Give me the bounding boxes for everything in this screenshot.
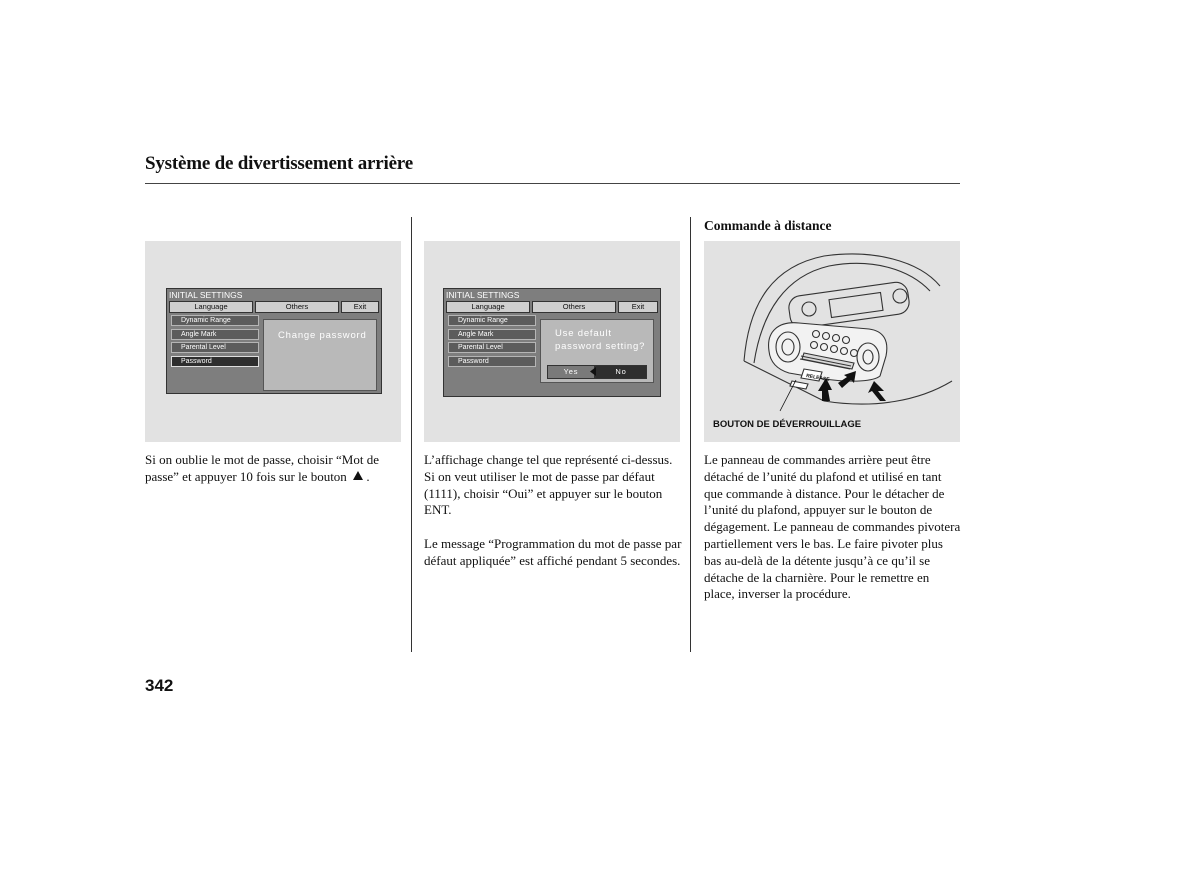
release-button-callout: BOUTON DE DÉVERROUILLAGE [713, 419, 862, 430]
column-divider-2 [690, 217, 691, 652]
column-1-text [145, 452, 403, 502]
title-rule [145, 183, 960, 184]
col3-paragraph-1: Le panneau de commandes arrière peut être détaché de l’unité du plafond et utilisé en tant que commande à distance. Pour le détacher de l’unité du plafond, appuyer sur le bouton de dégagement. Le panneau de commandes pivotera partiellement vers le bas. Le faire pivoter plus bas au-delà de la détente jusqu’à ce qu’il se détache de la charnière. Pour le remettre en place, inverser la procédure. [704, 452, 961, 602]
ceiling-console-illustration [704, 241, 960, 442]
dialog-line-2: password setting? [555, 341, 646, 352]
yes-button: Yes [547, 365, 595, 379]
col1-paragraph: Si on oublie le mot de passe, choisir “Mot de passe” et appuyer 10 fois sur le bouton [145, 452, 379, 484]
settings-screen-2 [443, 288, 661, 397]
menu-item: Dynamic Range [448, 315, 536, 326]
menu-item: Angle Mark [448, 329, 536, 340]
section-heading-remote: Commande à distance [704, 218, 832, 233]
page-number: 342 [145, 676, 174, 695]
tab-others: Others [532, 301, 616, 313]
figure-panel-3 [704, 241, 960, 442]
column-divider-1 [411, 217, 412, 652]
tab-language: Language [446, 301, 530, 313]
screen-title: INITIAL SETTINGS [446, 290, 520, 300]
no-button: No [595, 365, 647, 379]
tab-language: Language [169, 301, 253, 313]
settings-menu [448, 315, 536, 369]
settings-screen-1 [166, 288, 382, 394]
dialog-text: Change password [278, 330, 367, 341]
page-title: Système de divertissement arrière [145, 153, 413, 174]
settings-menu [171, 315, 259, 369]
column-3-text [704, 452, 962, 620]
menu-item-selected: Password [171, 356, 259, 367]
col2-paragraph-1: L’affichage change tel que représenté ci-dessus. Si on veut utiliser le mot de passe par défaut (1111), choisir “Oui” et appuyer sur le bouton ENT. [424, 452, 673, 518]
tab-others: Others [255, 301, 339, 313]
up-arrow-icon [353, 471, 363, 480]
menu-item: Password [448, 356, 536, 367]
menu-item: Parental Level [448, 342, 536, 353]
release-tag-label: RELEASE [805, 373, 830, 384]
confirm-dialog [540, 319, 654, 383]
dialog-line-1: Use default [555, 328, 612, 339]
tab-exit: Exit [618, 301, 658, 313]
figure-panel-1 [145, 241, 401, 442]
screen-title: INITIAL SETTINGS [169, 290, 243, 300]
col2-paragraph-2: Le message “Programmation du mot de passe par défaut appliquée” est affiché pendant 5 secondes. [424, 535, 682, 568]
menu-item: Angle Mark [171, 329, 259, 340]
menu-item: Parental Level [171, 342, 259, 353]
col1-paragraph-end: . [363, 468, 370, 484]
column-2-text [424, 452, 682, 586]
figure-panel-2 [424, 241, 680, 442]
menu-item: Dynamic Range [171, 315, 259, 326]
dialog-box [263, 319, 377, 391]
cursor-arrow-icon [590, 367, 596, 376]
tab-exit: Exit [341, 301, 379, 313]
